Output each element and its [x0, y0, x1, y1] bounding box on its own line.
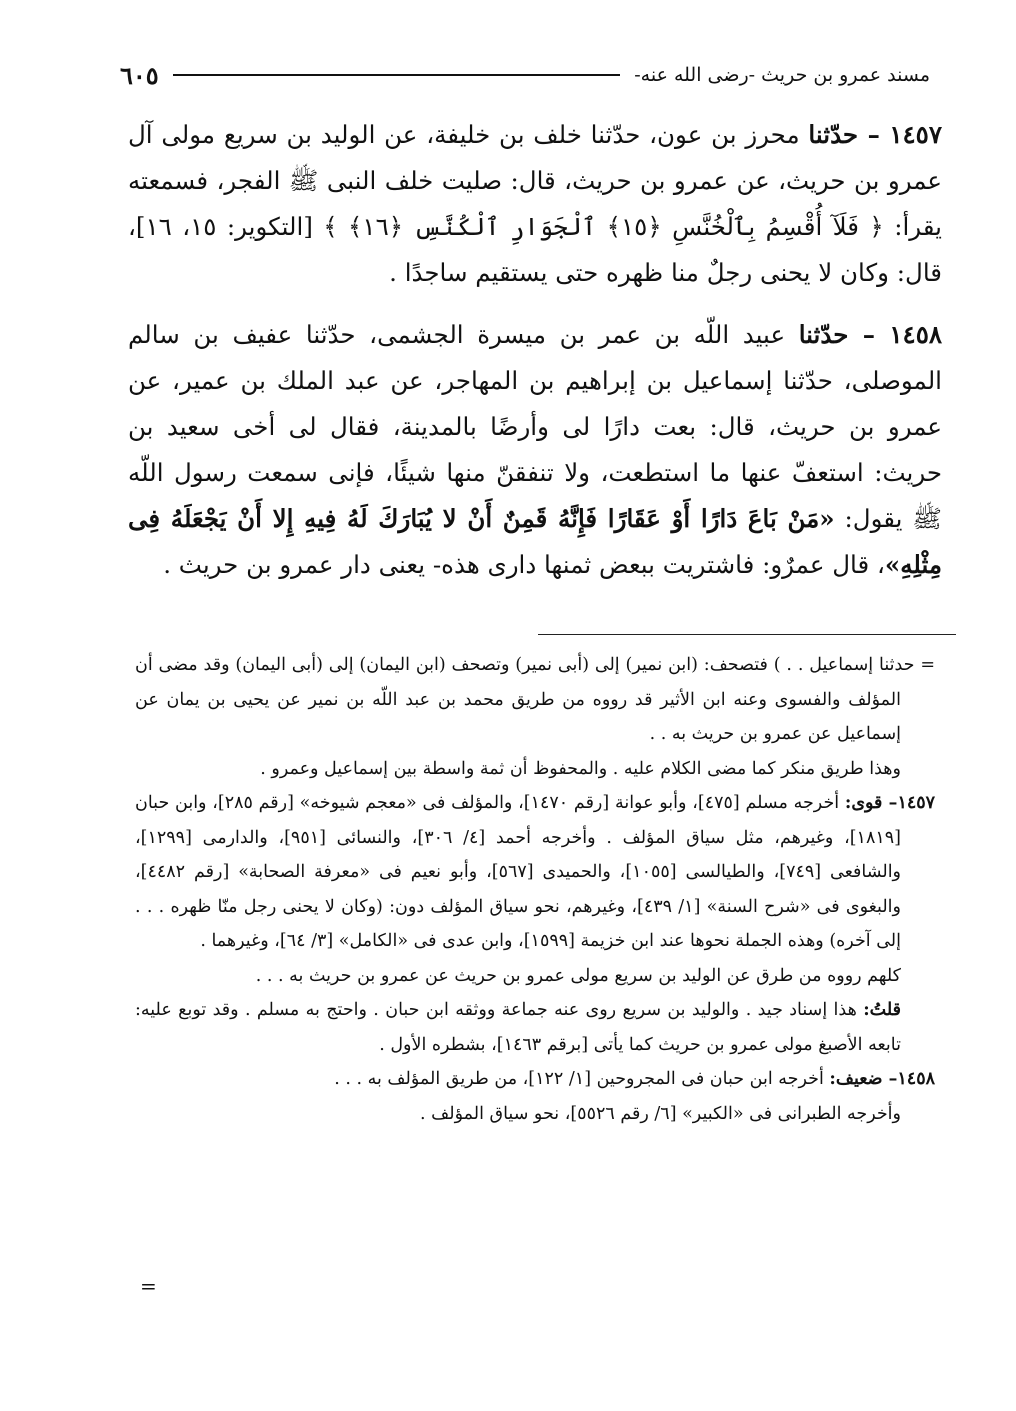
hadith-1458: [128, 312, 942, 588]
footnote-text: وهذا طريق منكر كما مضى الكلام عليه . والمحفوظ أن ثمة واسطة بين إسماعيل وعمرو .: [260, 758, 901, 779]
footnote-1457: [135, 786, 935, 959]
footnote-text: هذا إسناد جيد . والوليد بن سريع روى عنه جماعة ووثقه ابن حبان . واحتج به مسلم . وقد توبع عليه: تابعه الأصبغ مولى عمرو بن حريث كما يأتى [برقم ١٤٦٣]، بشطره الأول .: [135, 1000, 901, 1055]
footnote-label: ١٤٥٨– ضعيف:: [829, 1069, 935, 1089]
prophetic-quote: «مَنْ بَاعَ دَارًا أَوْ عَقَارًا فَإِنَّهُ قَمِنٌ أَنْ لا يُبَارَكَ لَهُ فِيهِ إِلا أَنْ يَجْعَلَهُ فِى مِثْلِهِ»: [128, 504, 942, 579]
footnote-label: قلتُ:: [863, 1000, 901, 1020]
footnote-text: أخرجه مسلم [٤٧٥]، وأبو عوانة [رقم ١٤٧٠]، والمؤلف فى «معجم شيوخه» [رقم ٢٨٥]، وابن حبان [١٨١٩]، وغيرهم، مثل سياق المؤلف . وأخرجه أحمد [٤/ ٣٠٦]، والنسائى [٩٥١]، والدارمى [١٢٩٩]، والشافعى [٧٤٩]، والطيالسى [١٠٥٥]، والحميدى [٥٦٧]، وأبو نعيم فى «معرفة الصحابة» [رقم ٤٤٨٢]، والبغوى فى «شرح السنة» [١/ ٤٣٩]، وغيرهم، نحو سياق المؤلف دون: (وكان لا يحنى رجل منّا ظهره . . . إلى آخره) وهذه الجملة نحوها عند ابن خزيمة [١٥٩٩]، وابن عدى فى «الكامل» [٣/ ٦٤]، وغيرهما .: [135, 793, 902, 951]
footnote-label: ١٤٥٧– قوى:: [844, 793, 936, 813]
footnote-text: وأخرجه الطبرانى فى «الكبير» [٦/ رقم ٥٥٢٦]، نحو سياق المؤلف .: [420, 1103, 901, 1124]
hadith-number-lead: ١٤٥٧ – حدّثنا: [808, 120, 942, 149]
footnote-line: [135, 1097, 935, 1132]
footnotes: [135, 648, 935, 1131]
footnote-text: كلهم رووه من طرق عن الوليد بن سريع مولى عمرو بن حريث عن عمرو بن حريث به . . .: [255, 965, 901, 986]
footnote-continuation: [135, 648, 935, 752]
header-title: مسند عمرو بن حريث -رضى الله عنه-: [634, 64, 930, 86]
hadith-text: محرز بن عون، حدّثنا خلف بن خليفة، عن الوليد بن سريع مولى آل عمرو بن حريث، عن عمرو بن حريث، قال: صليت خلف النبى ﷺ الفجر، فسمعته يقرأ: ﴿ فَلَآ أُقْسِمُ بِٱلْخُنَّسِ ﴿١٥﴾ ٱلْجَوَارِ ٱلْكُنَّسِ ﴿١٦﴾ ﴾ [التكوير: ١٥، ١٦]، قال: وكان لا يحنى رجلٌ منا ظهره حتى يستقيم ساجدًا .: [128, 120, 942, 287]
footnote-remark: [135, 993, 935, 1062]
hadith-number-lead: ١٤٥٨ – حدّثنا: [798, 320, 943, 349]
footnote-line: [135, 959, 935, 994]
running-header: [120, 58, 930, 92]
hadith-text: عبيد اللّه بن عمر بن ميسرة الجشمى، حدّثنا عفيف بن سالم الموصلى، حدّثنا إسماعيل بن إبراهيم بن المهاجر، عن عبد الملك بن عمير، عن عمرو بن حريث، قال: بعت دارًا لى وأرضًا بالمدينة، فقال لى أخى سعيد بن حريث: استعفّ عنها ما استطعت، ولا تنفقنّ منها شيئًا، فإنى سمعت رسول اللّه ﷺ يقول:: [128, 320, 942, 533]
main-text: [128, 112, 942, 604]
footnote-line: [135, 752, 935, 787]
footnote-divider: [538, 634, 956, 635]
continuation-mark: =: [140, 1274, 157, 1298]
page-number: ٦٠٥: [120, 60, 159, 90]
header-rule: [173, 74, 621, 76]
footnote-text: أخرجه ابن حبان فى المجروحين [١/ ١٢٢]، من طريق المؤلف به . . .: [334, 1069, 830, 1089]
hadith-tail: ، قال عمرٌو: فاشتريت ببعض ثمنها دارى هذه- يعنى دار عمرو بن حريث .: [163, 550, 885, 579]
hadith-1457: [128, 112, 942, 296]
footnote-text: = حدثنا إسماعيل . . ) فتصحف: (ابن نمير) إلى (أبى نمير) وتصحف (ابن اليمان) إلى (أبى اليمان) وقد مضى أن المؤلف والفسوى وعنه ابن الأثير قد رووه من طريق محمد بن عبد اللّه بن نمير عن يحيى بن يمان عن إسماعيل عن عمرو بن حريث به . .: [135, 655, 935, 744]
footnote-1458: [135, 1062, 935, 1097]
